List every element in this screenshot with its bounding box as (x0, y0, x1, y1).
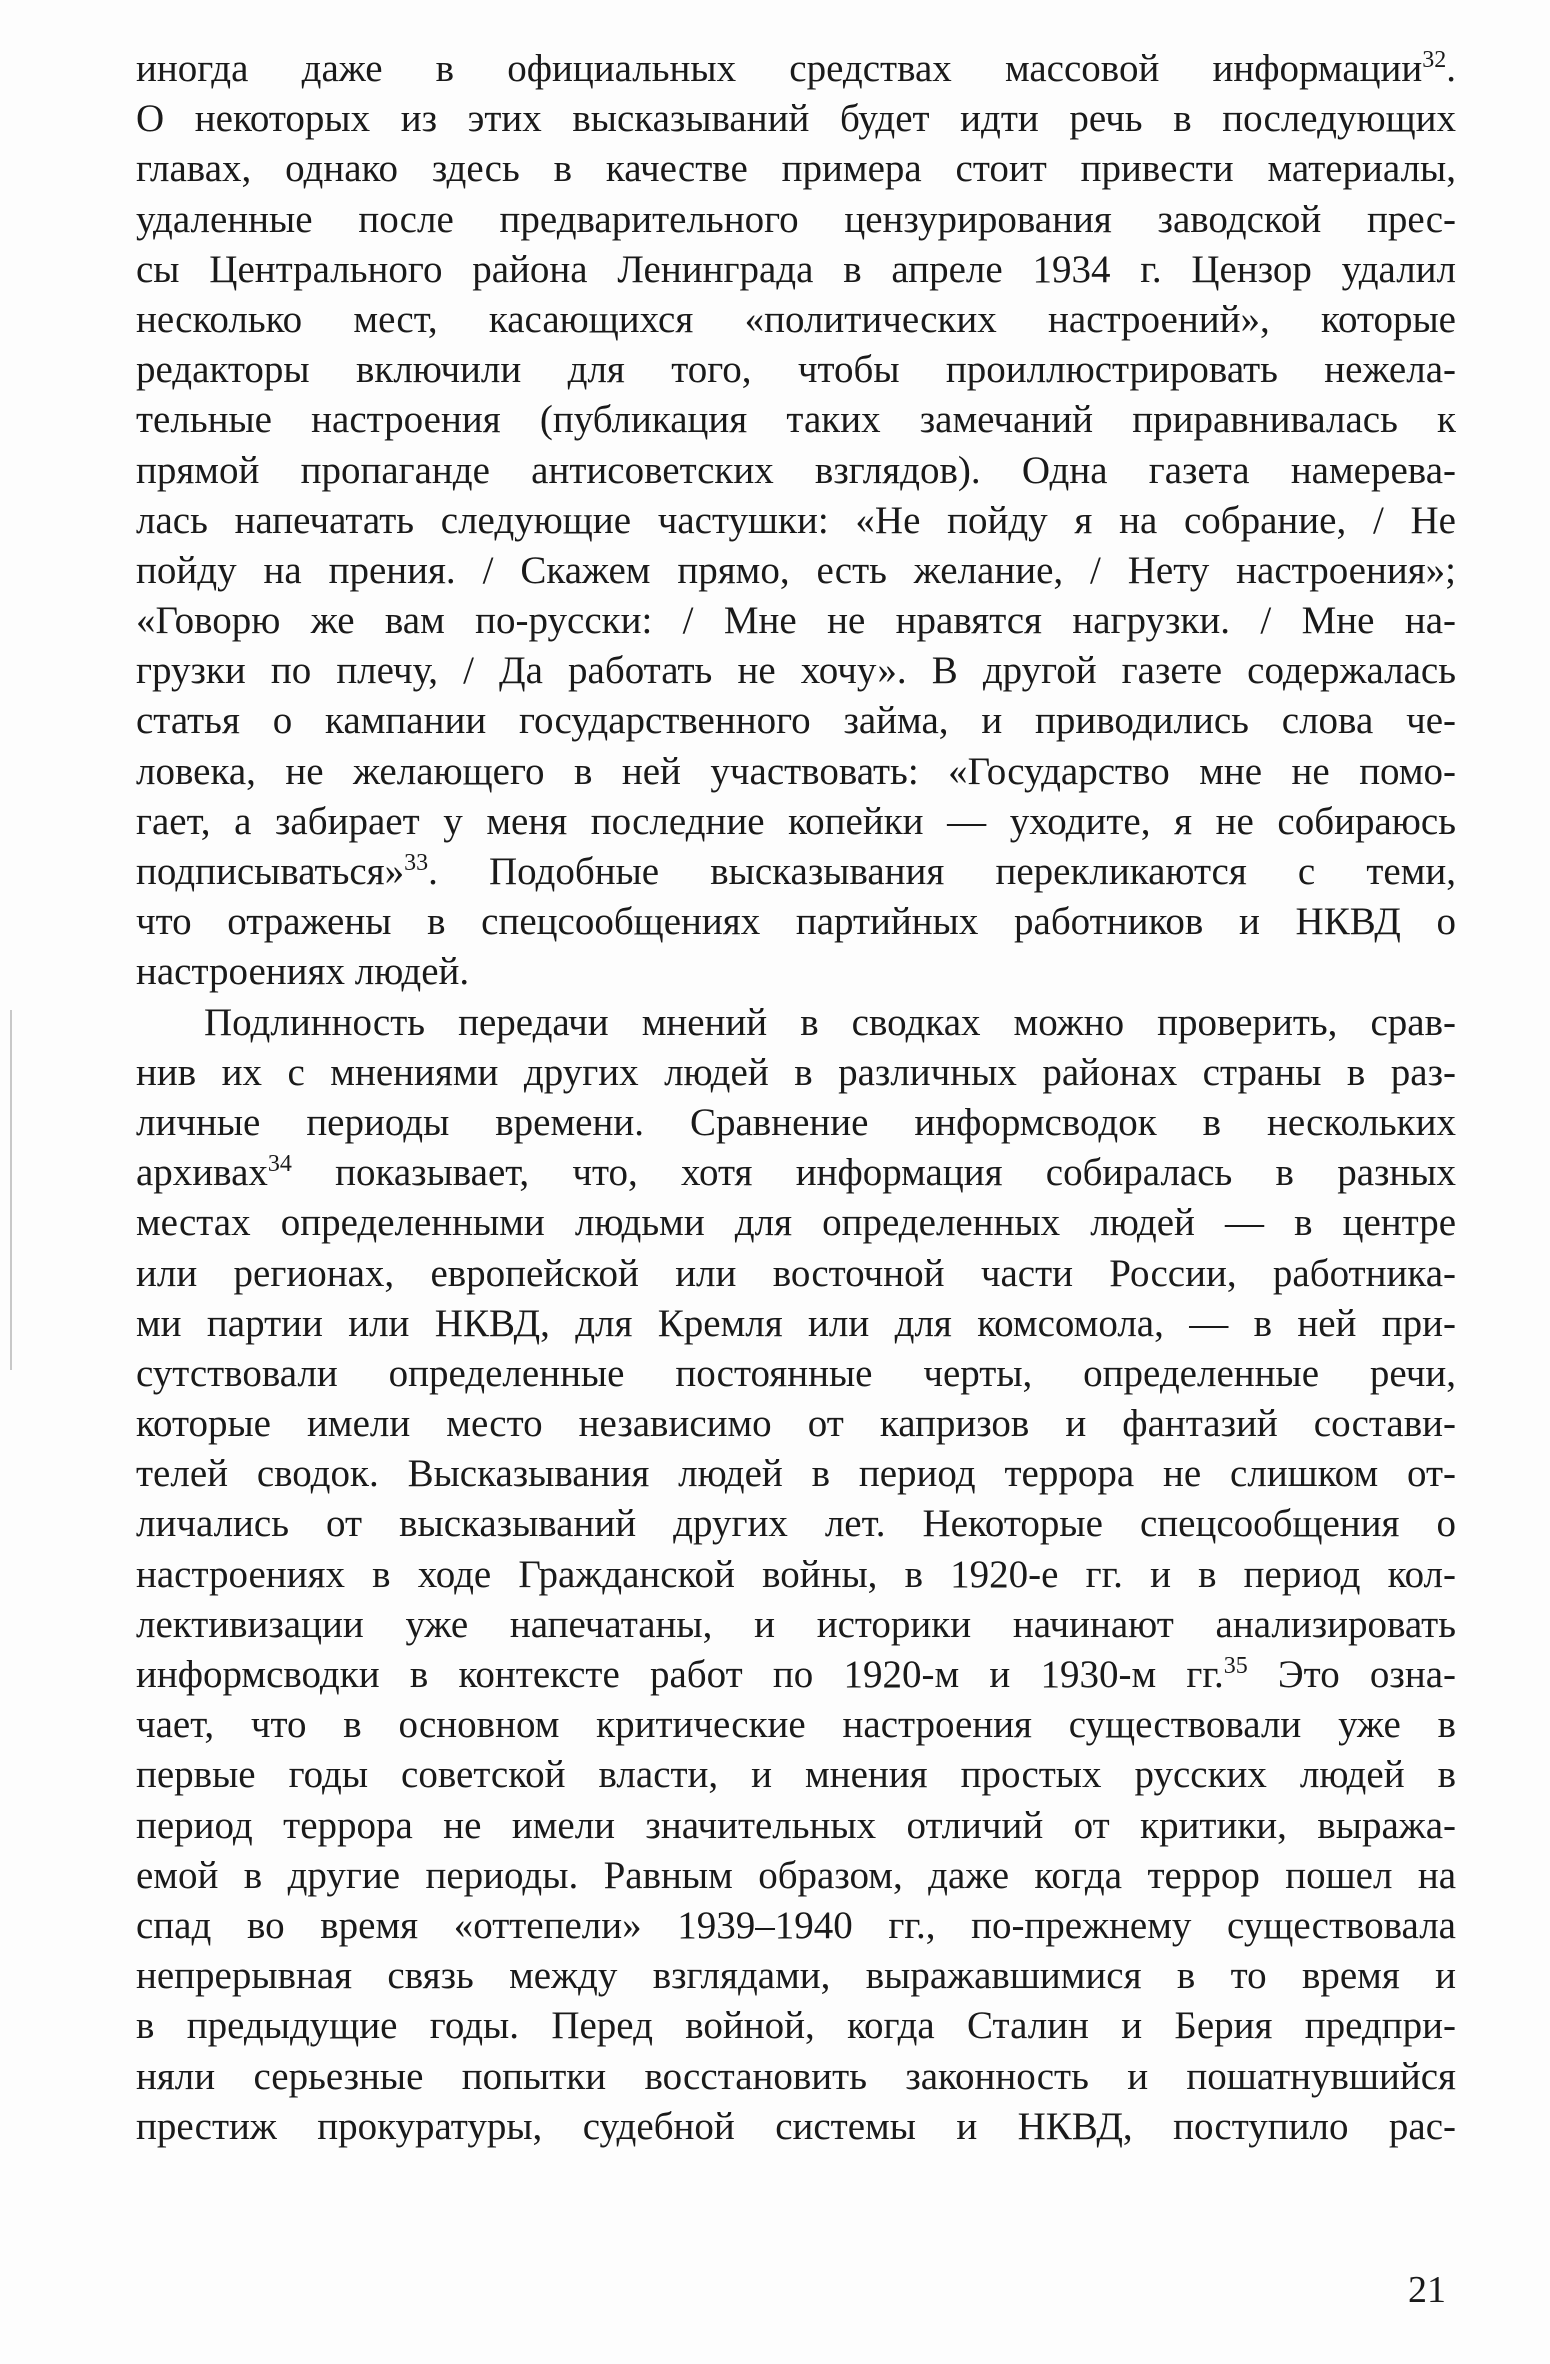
text-line: лективизации уже напечатаны, и историки начинают анализировать (136, 1602, 1456, 1646)
footnote-ref[interactable]: 34 (267, 1151, 292, 1178)
text-line: престиж прокуратуры, судебной системы и НКВД, поступило рас- (136, 2104, 1456, 2148)
text-line: архивах$^{34}$ показывает, что, хотя информация собиралась в разных (136, 1151, 1456, 1195)
text-line: настроениях в ходе Гражданской войны, в 1920-е гг. и в период кол- (136, 1552, 1456, 1596)
text-line: подписываться»$^{33}$. Подобные высказывания перекликаются с теми, (136, 850, 1456, 893)
text-line: иногда даже в официальных средствах массовой информации$^{32}$. (136, 47, 1456, 90)
text-line: непрерывная связь между взглядами, выражавшимися в то время и (136, 1954, 1456, 1998)
text-line: личались от высказываний других лет. Некоторые спецсообщения о (136, 1502, 1456, 1546)
text-line: нив их с мнениями других людей в различных районах страны в раз- (136, 1050, 1456, 1094)
text-line: грузки по плечу, / Да работать не хочу». В другой газете содержалась (136, 649, 1456, 693)
text-line: удаленные после предварительного цензурирования заводской прес- (136, 197, 1456, 241)
text-line: редакторы включили для того, чтобы проиллюстрировать нежела- (136, 348, 1456, 392)
footnote-ref[interactable]: 35 (1223, 1653, 1248, 1679)
text-line: главах, однако здесь в качестве примера стоит привести материалы, (136, 147, 1456, 191)
page-number: 21 (1408, 2269, 1446, 2311)
text-line: пойду на прения. / Скажем прямо, есть желание, / Нету настроения»; (136, 548, 1456, 592)
text-line: что отражены в спецсообщениях партийных работников и НКВД о (136, 900, 1456, 944)
text-line: няли серьезные попытки восстановить законность и пошатнувшийся (136, 2054, 1456, 2098)
text-line: ми партии или НКВД, для Кремля или для комсомола, — в ней при- (136, 1301, 1456, 1345)
text-line: несколько мест, касающихся «политических настроений», которые (136, 297, 1456, 341)
text-line: чает, что в основном критические настроения существовали уже в (136, 1703, 1456, 1747)
text-line: тельные настроения (публикация таких замечаний приравнивалась к (136, 398, 1456, 442)
text-line: которые имели место независимо от капризов и фантазий состави- (136, 1402, 1456, 1446)
text-line: спад во время «оттепели» 1939–1940 гг., по-прежнему существовала (136, 1903, 1456, 1947)
text-line: емой в другие периоды. Равным образом, даже когда террор пошел на (136, 1853, 1456, 1897)
text-line: О некоторых из этих высказываний будет идти речь в последующих (136, 97, 1456, 141)
text-line: настроениях людей. (136, 950, 470, 994)
text-line: период террора не имели значительных отличий от критики, выража- (136, 1803, 1456, 1847)
text-line: первые годы советской власти, и мнения простых русских людей в (136, 1753, 1456, 1797)
text-line: телей сводок. Высказывания людей в период террора не слишком от- (136, 1452, 1456, 1496)
text-line: местах определенными людьми для определенных людей — в центре (136, 1201, 1456, 1245)
text-line: гает, а забирает у меня последние копейки — уходите, я не собираюсь (136, 799, 1456, 843)
text-line: статья о кампании государственного займа, и приводились слова че- (136, 699, 1456, 743)
scan-margin-mark (10, 1010, 12, 1370)
text-line: Подлинность передачи мнений в сводках можно проверить, срав- (204, 1000, 1456, 1044)
text-line: сы Центрального района Ленинграда в апреле 1934 г. Цензор удалил (136, 247, 1456, 291)
body-text (136, 44, 1456, 2152)
text-line: прямой пропаганде антисоветских взглядов). Одна газета намерева- (136, 448, 1456, 492)
footnote-ref[interactable]: 33 (404, 850, 429, 876)
text-line: или регионах, европейской или восточной части России, работника- (136, 1251, 1456, 1295)
footnote-ref[interactable]: 32 (1422, 47, 1447, 73)
text-line: личные периоды времени. Сравнение информсводок в нескольких (136, 1100, 1456, 1144)
text-line: ловека, не желающего в ней участвовать: «Государство мне не помо- (136, 749, 1456, 793)
text-line: в предыдущие годы. Перед войной, когда Сталин и Берия предпри- (136, 2004, 1456, 2048)
text-line: информсводки в контексте работ по 1920-м и 1930-м гг.$^{35}$ Это озна- (136, 1653, 1456, 1696)
text-line: «Говорю же вам по-русски: / Мне не нравятся нагрузки. / Мне на- (136, 599, 1456, 643)
text-line: сутствовали определенные постоянные черты, определенные речи, (136, 1351, 1456, 1395)
text-line: лась напечатать следующие частушки: «Не пойду я на собрание, / Не (136, 498, 1456, 542)
